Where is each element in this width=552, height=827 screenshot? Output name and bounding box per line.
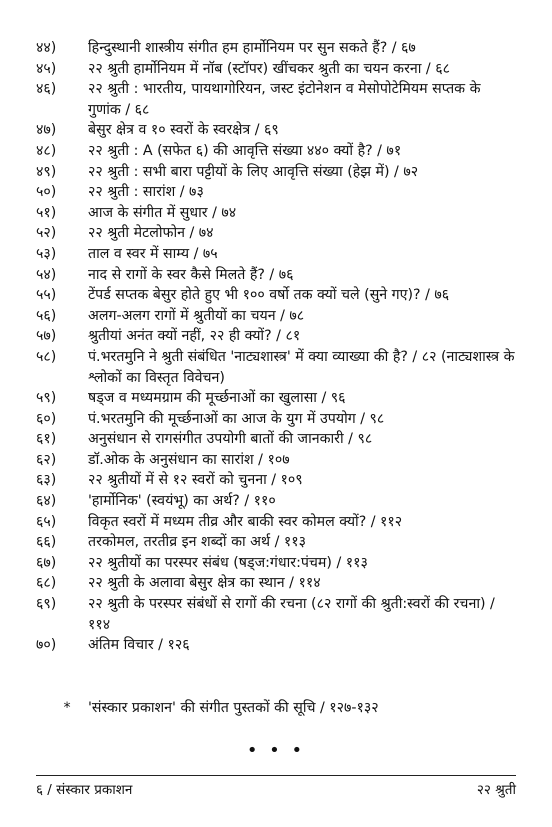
toc-entry-number: ५९) (36, 390, 57, 407)
toc-entry-number: ६७) (36, 554, 57, 571)
section-end-ornament: • • • (246, 740, 306, 761)
toc-entry-number: ४७) (36, 122, 57, 139)
toc-entry (36, 141, 516, 162)
toc-entry (36, 182, 516, 203)
toc-entry-number: ५१) (36, 204, 57, 221)
toc-entry-title: नाद से रागों के स्वर कैसे मिलते हैं? / ७६ (88, 266, 294, 283)
toc-entry (36, 162, 516, 183)
footer-page-publisher: ६ / संस्कार प्रकाशन (36, 782, 133, 798)
toc-entry-number: ७०) (36, 637, 57, 654)
toc-entry-number: ५३) (36, 245, 57, 262)
footer-book-title: २२ श्रुती (476, 782, 516, 798)
toc-entry-title: अनुसंधान से रागसंगीत उपयोगी बातों की जानकारी / ९८ (88, 431, 373, 448)
toc-entry-title: आज के संगीत में सुधार / ७४ (88, 204, 237, 221)
toc-entry (36, 306, 516, 327)
toc-entry (36, 79, 516, 120)
toc-entry-number: ६१) (36, 431, 57, 448)
toc-entry-title: बेसुर क्षेत्र व १० स्वरों के स्वरक्षेत्र / ६९ (88, 122, 279, 139)
toc-entry-title: २२ श्रुती : भारतीय, पायथागोरियन, जस्ट इंटोनेशन व मेसोपोटेमियम सप्तक के गुणांक / ६८ (88, 81, 481, 118)
toc-entry (36, 203, 516, 224)
toc-entry (36, 59, 516, 80)
toc-entry-title: २२ श्रुती हार्मोनियम में नॉब (स्टॉपर) खींचकर श्रुती का चयन करना / ६८ (88, 60, 450, 77)
toc-entry-number: ५५) (36, 287, 57, 304)
footer-divider (36, 775, 516, 776)
toc-entry (36, 265, 516, 286)
toc-entry-number: ५६) (36, 307, 57, 324)
toc-entry-title: २२ श्रुती के परस्पर संबंधों से रागों की रचना (८२ रागों की श्रुती:स्वरों की रचना) / ११४ (88, 596, 495, 633)
toc-entry-number: ५४) (36, 266, 57, 283)
toc-entry-title: षड्ज व मध्यमग्राम की मूर्च्छनाओं का खुलासा / ९६ (88, 390, 346, 407)
toc-entry-number: ४५) (36, 60, 57, 77)
toc-entry-number: ६३) (36, 472, 57, 489)
toc-entry (36, 388, 516, 409)
toc-entry-title: हिन्दुस्थानी शास्त्रीय संगीत हम हार्मोनियम पर सुन सकते हैं? / ६७ (88, 40, 416, 56)
toc-entry-title: २२ श्रुतीयों का परस्पर संबंध (षड्ज:गंधार:पंचम) / ११३ (88, 554, 368, 571)
toc-entry-number: ५०) (36, 184, 57, 201)
publisher-books-entry (46, 698, 516, 718)
toc-entry-number: ५७) (36, 328, 57, 345)
toc-entry (36, 573, 516, 594)
toc-entry (36, 347, 516, 388)
table-of-contents (36, 38, 516, 656)
toc-entry-title: श्रुतीयां अनंत क्यों नहीं, २२ ही क्यों? / ८१ (88, 328, 301, 345)
toc-entry (36, 553, 516, 574)
toc-entry-title: २२ श्रुती : A (सफेत ६) की आवृत्ति संख्या ४४० क्यों है? / ७१ (88, 142, 402, 159)
toc-entry (36, 409, 516, 430)
toc-entry-title: विकृत स्वरों में मध्यम तीव्र और बाकी स्वर कोमल क्यों? / ११२ (88, 513, 403, 530)
toc-entry-number: ४४) (36, 40, 57, 56)
toc-entry (36, 450, 516, 471)
toc-entry-number: ४९) (36, 163, 57, 180)
toc-entry-title: 'हार्मोनिक' (स्वयंभू) का अर्थ? / ११० (88, 493, 276, 510)
toc-entry-number: ६६) (36, 534, 57, 551)
toc-entry (36, 285, 516, 306)
toc-entry-number: ६५) (36, 513, 57, 530)
toc-entry (36, 470, 516, 491)
toc-entry-number: ६४) (36, 493, 57, 510)
toc-entry (36, 244, 516, 265)
toc-entry-number: ६०) (36, 410, 57, 427)
toc-entry-title: टेंपर्ड सप्तक बेसुर होते हुए भी १०० वर्षो तक क्यों चले (सुने गए)? / ७६ (88, 287, 450, 304)
toc-entry (36, 223, 516, 244)
toc-entry-number: ६२) (36, 451, 57, 468)
toc-entry-title: ताल व स्वर में साम्य / ७५ (88, 245, 218, 262)
toc-entry-title: पं.भरतमुनि ने श्रुती संबंधित 'नाट्यशास्त्र' में क्या व्याख्या की है? / ८२ (नाट्यशास्त्र के श्लोकों का विस्तृत विवेचन) (88, 348, 515, 386)
toc-entry (36, 429, 516, 450)
toc-entry (36, 326, 516, 347)
toc-entry-number: ६९) (36, 596, 57, 613)
toc-entry-title: २२ श्रुती : सभी बारा पट्टीयों के लिए आवृत्ति संख्या (हेझ में) / ७२ (88, 163, 419, 180)
toc-entry-title: २२ श्रुती मेटलोफोन / ७४ (88, 225, 214, 242)
asterisk-marker: * (63, 700, 71, 716)
toc-entry (36, 594, 516, 635)
toc-entry (36, 512, 516, 533)
toc-entry (36, 635, 516, 656)
toc-entry-number: ४६) (36, 81, 57, 98)
toc-entry-title: पं.भरतमुनि की मूर्च्छनाओं का आज के युग में उपयोग / ९८ (88, 410, 385, 427)
toc-entry-title: २२ श्रुती के अलावा बेसुर क्षेत्र का स्थान / ११४ (88, 575, 321, 592)
toc-entry-number: ५८) (36, 348, 57, 365)
toc-entry-title: तरकोमल, तरतीव्र इन शब्दों का अर्थ / ११३ (88, 534, 306, 551)
toc-entry (36, 532, 516, 553)
toc-entry (36, 491, 516, 512)
toc-entry (36, 120, 516, 141)
toc-entry (36, 38, 516, 59)
toc-entry-number: ६८) (36, 575, 57, 592)
toc-entry-title: २२ श्रुती : सारांश / ७३ (88, 184, 204, 201)
toc-entry-title: २२ श्रुतीयों में से १२ स्वरों को चुनना / १०९ (88, 472, 303, 489)
toc-entry-number: ४८) (36, 142, 57, 159)
toc-entry-title: अलग-अलग रागों में श्रुतीयों का चयन / ७८ (88, 307, 305, 324)
publisher-books-text: 'संस्कार प्रकाशन' की संगीत पुस्तकों की सूचि / १२७-१३२ (88, 700, 379, 716)
toc-entry-number: ५२) (36, 225, 57, 242)
toc-entry-title: अंतिम विचार / १२६ (88, 637, 190, 654)
toc-entry-title: डॉ.ओक के अनुसंधान का सारांश / १०७ (88, 451, 290, 468)
